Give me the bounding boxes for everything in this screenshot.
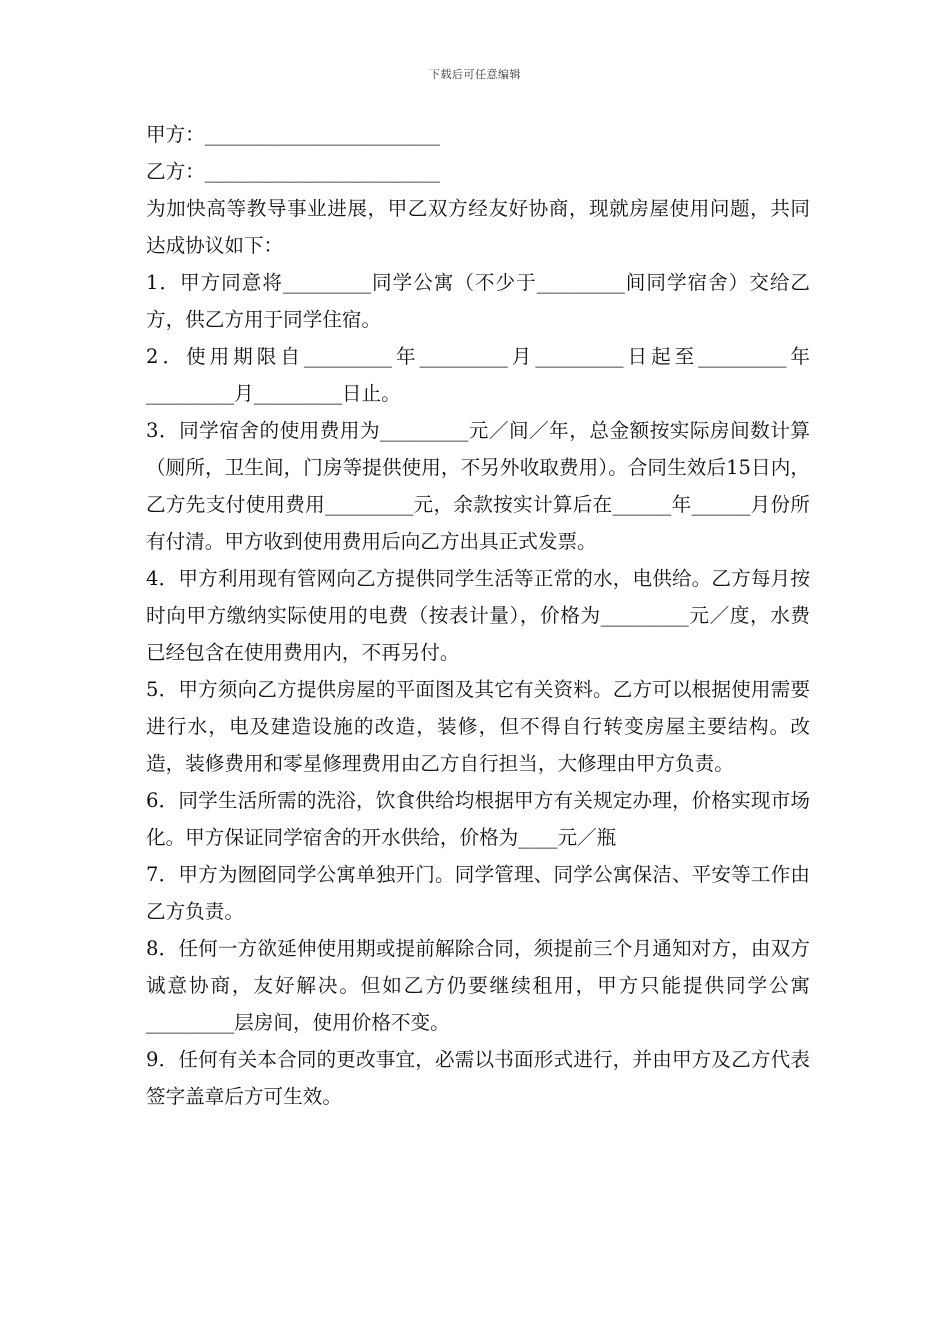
clause-8: 8．任何一方欲延伸使用期或提前解除合同，须提前三个月通知对方，由双方诚意协商，友好解决。但如乙方仍要继续租用，甲方只能提供同学公寓_________层房间，使用价格不变。 — [146, 937, 810, 1034]
clause-5: 5．甲方须向乙方提供房屋的平面图及其它有关资料。乙方可以根据使用需要进行水，电及建造设施的改造，装修，但不得自行转变房屋主要结构。改造，装修费用和零星修理费用由乙方自行担当，大修理由甲方负责。 — [146, 678, 810, 775]
clause-9: 9．任何有关本合同的更改事宜，必需以书面形式进行，并由甲方及乙方代表签字盖章后方可生效。 — [146, 1048, 810, 1108]
page-header: 下载后可任意编辑 — [429, 68, 521, 81]
clause-4: 4．甲方利用现有管网向乙方提供同学生活等正常的水，电供给。乙方每月按时向甲方缴纳实际使用的电费（按表计量），价格为_________元／度，水费已经包含在使用费用内，不再另付。 — [146, 567, 810, 664]
party-a-line: 甲方：________________________ — [146, 123, 440, 146]
clause-1: 1．甲方同意将_________同学公寓（不少于_________间同学宿舍）交给乙方，供乙方用于同学住宿。 — [146, 271, 810, 331]
party-b-line: 乙方：________________________ — [146, 160, 440, 183]
contract-body — [146, 116, 810, 1115]
clause-7: 7．甲方为囫囵同学公寓单独开门。同学管理、同学公寓保洁、平安等工作由乙方负责。 — [146, 863, 810, 923]
clause-6: 6．同学生活所需的洗浴，饮食供给均根据甲方有关规定办理，价格实现市场化。甲方保证同学宿舍的开水供给，价格为____元／瓶 — [146, 789, 810, 849]
clause-2: 2．使用期限自_________年_________月_________日起至_________年_________月_________日止。 — [146, 345, 810, 405]
clause-3: 3．同学宿舍的使用费用为_________元／间／年，总金额按实际房间数计算（厕所，卫生间，门房等提供使用，不另外收取费用）。合同生效后15日内，乙方先支付使用费用_________元，余款按实计算后在______年______月份所有付清。甲方收到使用费用后向乙方出具正式发票。 — [146, 419, 810, 553]
intro-paragraph: 为加快高等教导事业进展，甲乙双方经友好协商，现就房屋使用问题，共同达成协议如下： — [146, 197, 810, 257]
